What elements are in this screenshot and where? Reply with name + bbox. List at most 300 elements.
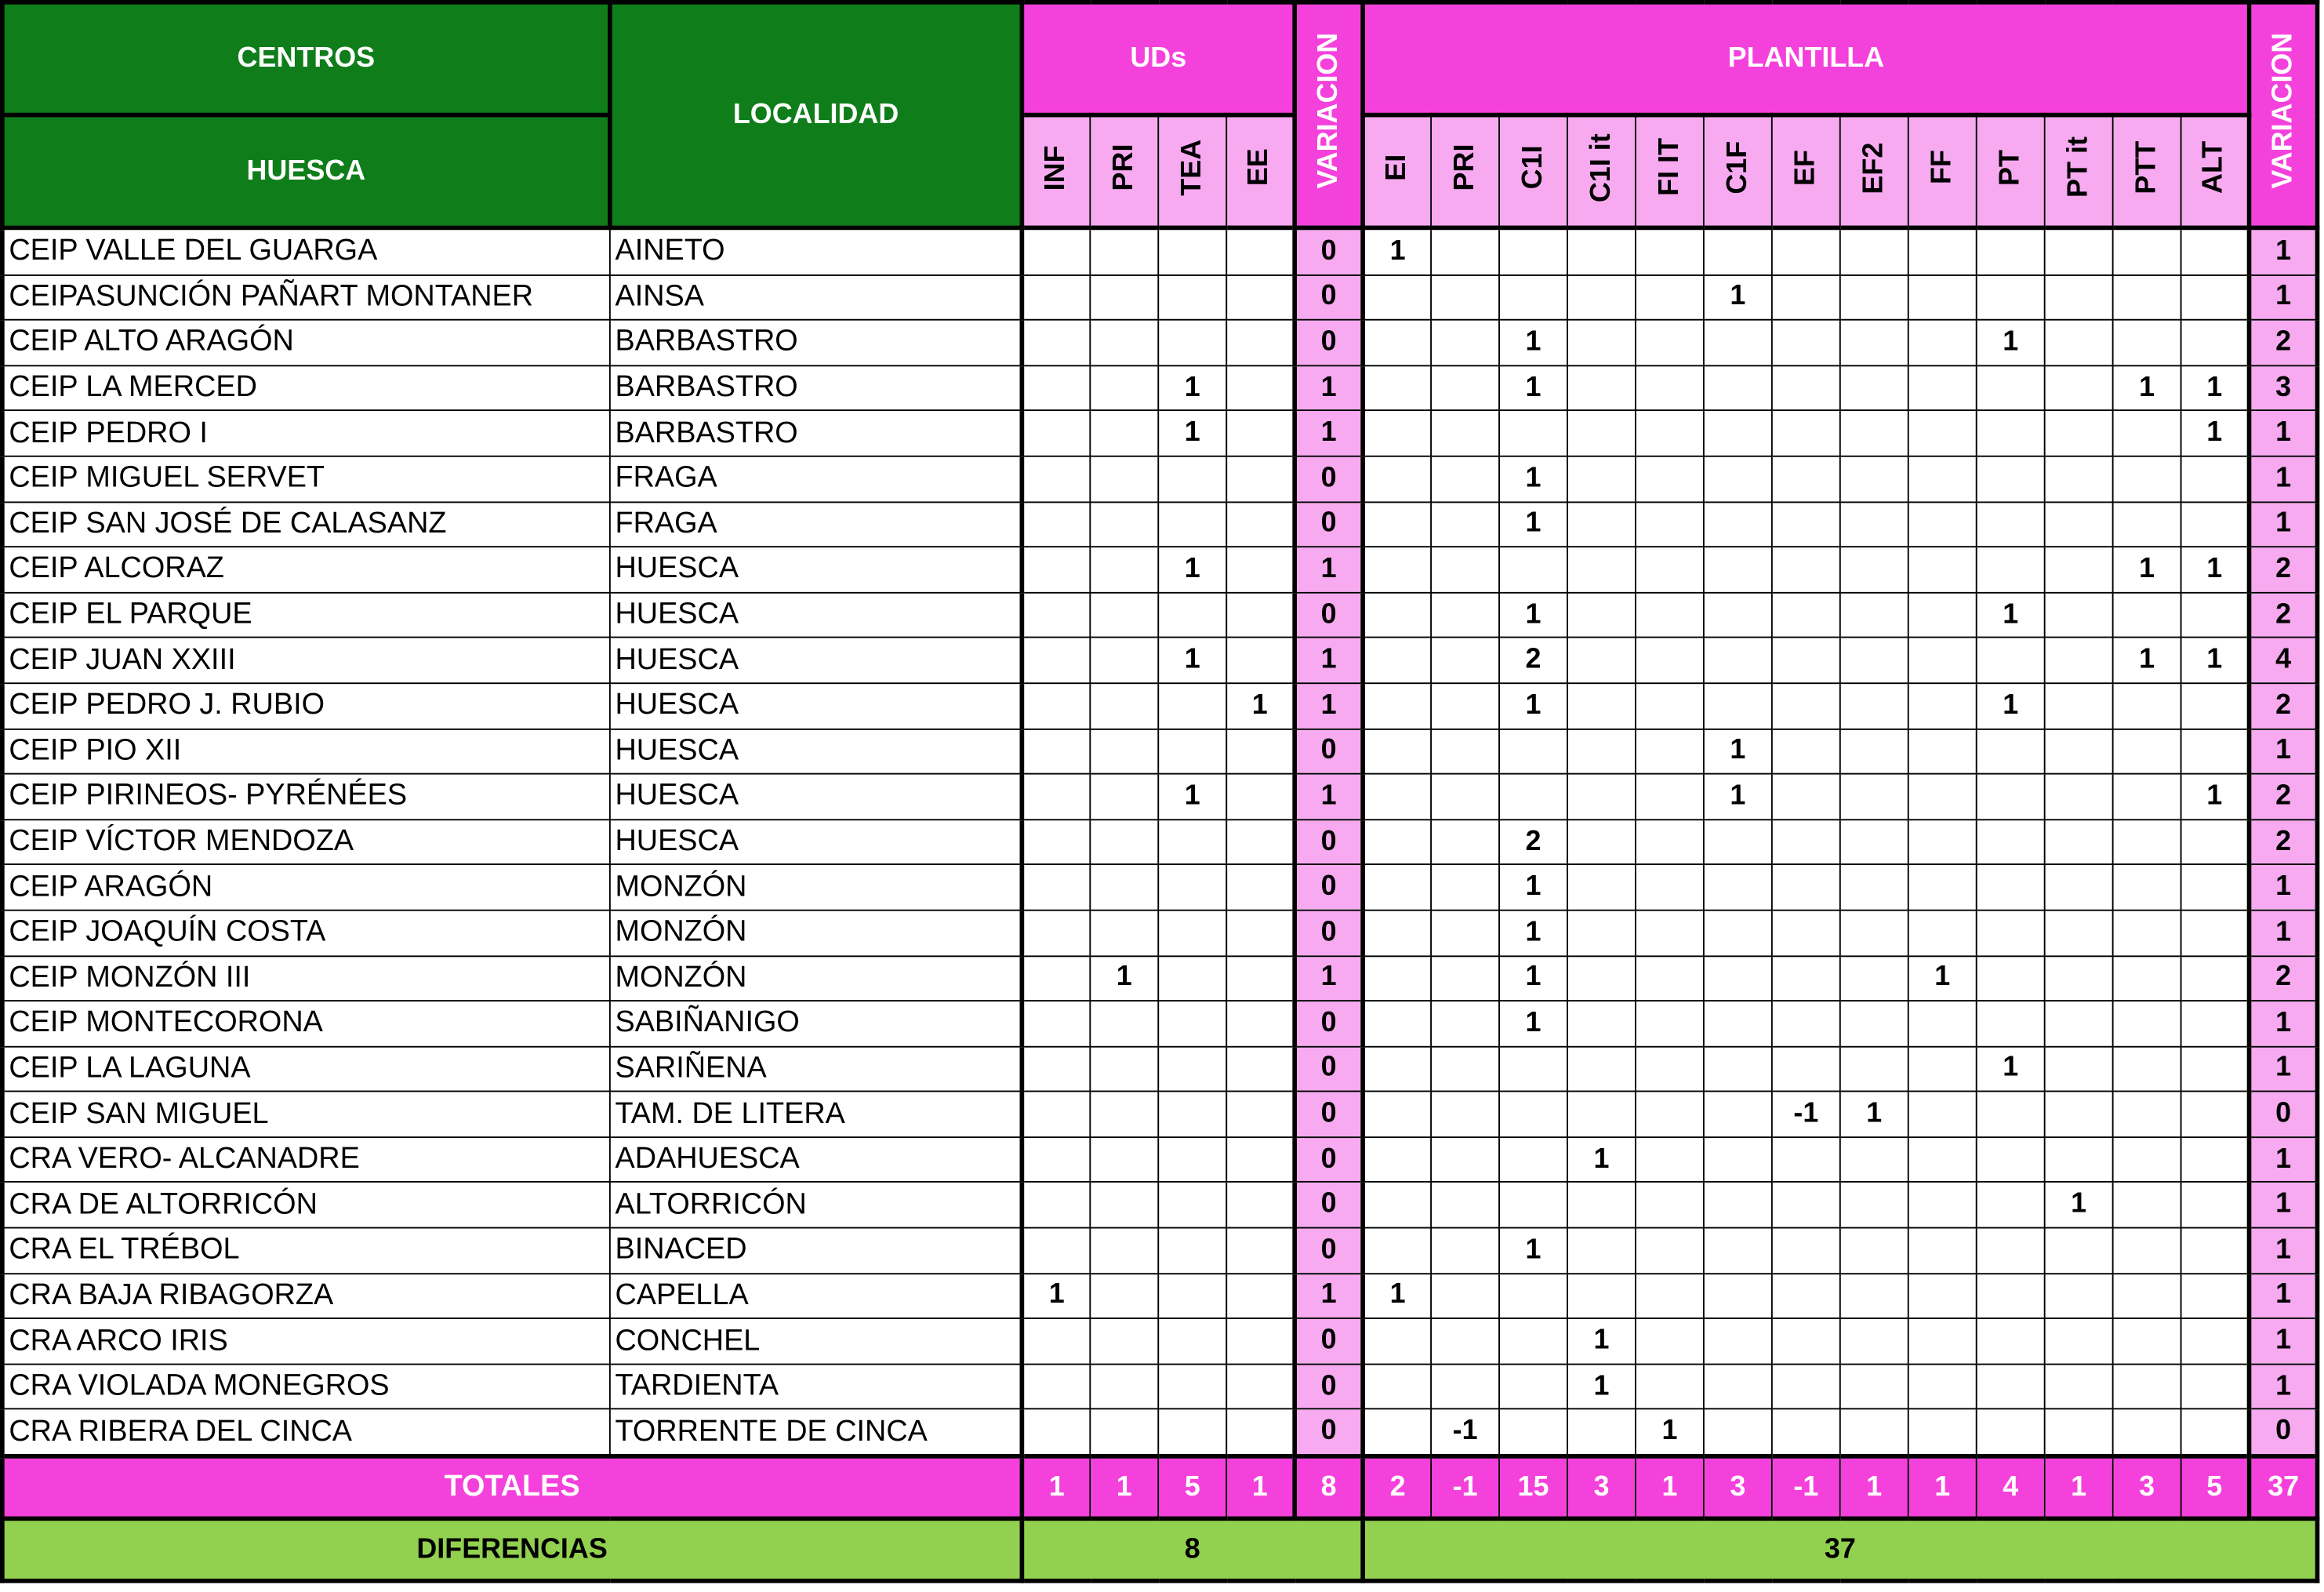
plantilla-cell [1908,683,1977,729]
plantilla-cell [1977,1228,2045,1274]
plantilla-cell [1499,411,1567,456]
plantilla-cell [1772,1183,1840,1228]
plantilla-cell [2181,1318,2250,1364]
table-row [2,320,2318,365]
uds-col-header-label: TEA [1175,139,1207,196]
totales-plantilla-cell: 4 [1977,1456,2045,1518]
plantilla-cell [1431,592,1499,638]
table-row [2,1001,2318,1046]
plantilla-cell: 1 [1499,910,1567,956]
uds-cell [1090,411,1158,456]
plantilla-cell [1908,365,1977,411]
plantilla-cell [1977,1409,2045,1456]
plantilla-cell: 1 [1704,729,1772,774]
plantilla-cell [1567,729,1636,774]
plantilla-cell [1431,910,1499,956]
uds-cell [1022,411,1090,456]
plantilla-cell [1908,547,1977,592]
plantilla-cell [1772,456,1840,502]
uds-cell [1090,1318,1158,1364]
plantilla-cell [1840,910,1908,956]
plantilla-cell [1704,955,1772,1001]
uds-cell [1022,1092,1090,1137]
plantilla-cell [1772,1274,1840,1319]
plantilla-cell [1840,456,1908,502]
uds-cell [1158,502,1226,547]
plantilla-cell [1840,365,1908,411]
localidad-cell: HUESCA [610,820,1022,865]
plantilla-cell [1567,274,1636,320]
plantilla-cell [1499,274,1567,320]
plantilla-cell [1704,1228,1772,1274]
plantilla-cell [1636,1137,1704,1183]
uds-cell [1090,502,1158,547]
plantilla-cell [1431,1228,1499,1274]
plantilla-cell: 1 [2181,365,2250,411]
uds-cell [1090,774,1158,820]
plantilla-cell [1840,1046,1908,1092]
localidad-cell: FRAGA [610,502,1022,547]
plantilla-cell [1567,227,1636,274]
plantilla-cell [1636,820,1704,865]
plantilla-cell: 1 [1499,865,1567,910]
header-centros: CENTROS [2,2,610,115]
plantilla-cell [1772,411,1840,456]
uds-cell [1158,1318,1226,1364]
plantilla-cell: 1 [1908,955,1977,1001]
plantilla-cell: 1 [1567,1318,1636,1364]
uds-cell [1090,547,1158,592]
header-huesca: HUESCA [2,115,610,228]
plantilla-cell [1363,1092,1431,1137]
plantilla-cell [1977,1137,2045,1183]
uds-cell [1226,1001,1295,1046]
totales-uds-cell: 5 [1158,1456,1226,1518]
table-row [2,910,2318,956]
plantilla-cell [1772,1409,1840,1456]
plantilla-cell [2045,320,2113,365]
plantilla-cell [1704,1092,1772,1137]
totales-uds-cell: 1 [1022,1456,1090,1518]
variacion-uds-cell: 1 [1295,683,1363,729]
plantilla-cell [1772,274,1840,320]
localidad-cell: BARBASTRO [610,365,1022,411]
plantilla-cell [1567,547,1636,592]
variacion-uds-cell: 1 [1295,638,1363,683]
plantilla-col-header [1567,115,1636,228]
localidad-cell: MONZÓN [610,955,1022,1001]
plantilla-cell [1431,1001,1499,1046]
plantilla-cell [1772,683,1840,729]
plantilla-cell: 1 [1636,1409,1704,1456]
uds-cell [1158,274,1226,320]
localidad-cell: MONZÓN [610,865,1022,910]
plantilla-cell [1977,547,2045,592]
variacion-plantilla-cell: 0 [2250,1409,2318,1456]
plantilla-cell [1977,910,2045,956]
variacion-plantilla-cell: 1 [2250,274,2318,320]
variacion-uds-cell: 0 [1295,592,1363,638]
variacion-plantilla-cell: 1 [2250,865,2318,910]
plantilla-col-header [1431,115,1499,228]
plantilla-cell [1636,683,1704,729]
uds-cell [1158,1092,1226,1137]
plantilla-cell [1636,227,1704,274]
variacion-uds-cell: 1 [1295,774,1363,820]
uds-cell [1022,502,1090,547]
variacion-uds-cell: 0 [1295,1183,1363,1228]
plantilla-cell [1908,1001,1977,1046]
plantilla-cell [1704,1318,1772,1364]
plantilla-cell [1908,274,1977,320]
plantilla-cell [2045,1364,2113,1409]
plantilla-cell [1431,1318,1499,1364]
totales-variacion-uds: 8 [1295,1456,1363,1518]
uds-cell [1158,820,1226,865]
localidad-cell: TORRENTE DE CINCA [610,1409,1022,1456]
plantilla-cell [1363,774,1431,820]
plantilla-cell [1908,592,1977,638]
centro-cell: CEIP PEDRO I [2,411,610,456]
plantilla-col-header [1977,115,2045,228]
centro-cell: CEIP SAN JOSÉ DE CALASANZ [2,502,610,547]
plantilla-cell [2045,274,2113,320]
plantilla-cell [1840,592,1908,638]
uds-cell [1226,1364,1295,1409]
plantilla-cell: 1 [1363,1274,1431,1319]
uds-col-header-label: INF [1040,144,1072,191]
plantilla-cell [1772,955,1840,1001]
plantilla-cell [1908,1137,1977,1183]
plantilla-col-header-label: C1F [1721,140,1753,194]
uds-cell [1022,683,1090,729]
uds-cell [1022,638,1090,683]
uds-cell [1158,683,1226,729]
localidad-cell: FRAGA [610,456,1022,502]
uds-cell [1226,910,1295,956]
plantilla-cell [1636,1001,1704,1046]
centro-cell: CEIP LA LAGUNA [2,1046,610,1092]
plantilla-cell [1636,1228,1704,1274]
localidad-cell: MONZÓN [610,910,1022,956]
table-row [2,865,2318,910]
plantilla-cell [1431,1274,1499,1319]
plantilla-cell [1840,1409,1908,1456]
plantilla-cell [1363,320,1431,365]
uds-cell [1226,1183,1295,1228]
diferencias-label: DIFERENCIAS [2,1518,1022,1580]
uds-cell [1226,955,1295,1001]
plantilla-cell [1431,683,1499,729]
plantilla-cell [1567,320,1636,365]
uds-cell [1022,865,1090,910]
plantilla-cell [1977,729,2045,774]
variacion-plantilla-cell: 2 [2250,592,2318,638]
localidad-cell: HUESCA [610,547,1022,592]
uds-cell [1158,1274,1226,1319]
uds-cell [1090,365,1158,411]
totales-uds-cell: 1 [1226,1456,1295,1518]
plantilla-cell [1840,1183,1908,1228]
variacion-uds-cell: 1 [1295,955,1363,1001]
variacion-plantilla-cell: 1 [2250,910,2318,956]
plantilla-cell [1363,502,1431,547]
uds-cell [1226,592,1295,638]
variacion-uds-cell: 0 [1295,1364,1363,1409]
plantilla-cell [1636,729,1704,774]
plantilla-cell [1772,547,1840,592]
localidad-cell: CAPELLA [610,1274,1022,1319]
uds-cell [1022,1001,1090,1046]
plantilla-col-header [1499,115,1567,228]
plantilla-cell: 1 [1499,502,1567,547]
plantilla-cell [1704,547,1772,592]
plantilla-cell [1567,1274,1636,1319]
plantilla-cell [1908,1318,1977,1364]
plantilla-cell [1567,592,1636,638]
plantilla-cell [1363,1364,1431,1409]
variacion-uds-cell: 0 [1295,1001,1363,1046]
plantilla-cell: 1 [1499,683,1567,729]
centro-cell: CEIP MIGUEL SERVET [2,456,610,502]
table-row [2,1409,2318,1456]
plantilla-cell [1704,227,1772,274]
plantilla-cell [1704,1364,1772,1409]
centro-cell: CEIP JOAQUÍN COSTA [2,910,610,956]
uds-cell [1226,1318,1295,1364]
plantilla-cell [1977,274,2045,320]
variacion-uds-cell: 0 [1295,865,1363,910]
plantilla-cell [1977,774,2045,820]
plantilla-cell [1772,1137,1840,1183]
totales-plantilla-cell: 1 [1636,1456,1704,1518]
plantilla-cell [1567,1409,1636,1456]
uds-cell [1158,1046,1226,1092]
plantilla-cell [1636,774,1704,820]
uds-cell [1090,683,1158,729]
plantilla-cell [1908,456,1977,502]
variacion-uds-cell: 0 [1295,456,1363,502]
centro-cell: CEIP JUAN XXIII [2,638,610,683]
plantilla-cell [2045,820,2113,865]
uds-cell [1090,1274,1158,1319]
plantilla-cell [1636,865,1704,910]
plantilla-cell [1704,1274,1772,1319]
plantilla-cell [1908,502,1977,547]
uds-cell [1022,1318,1090,1364]
centro-cell: CEIP PIO XII [2,729,610,774]
plantilla-cell [1704,683,1772,729]
plantilla-col-header [2045,115,2113,228]
plantilla-cell [1840,227,1908,274]
plantilla-cell [1977,411,2045,456]
centro-cell: CEIP VÍCTOR MENDOZA [2,820,610,865]
plantilla-cell [1977,1318,2045,1364]
uds-cell [1022,456,1090,502]
centro-cell: CEIP PIRINEOS- PYRÉNÉES [2,774,610,820]
plantilla-cell [2113,320,2181,365]
plantilla-cell: 1 [1499,592,1567,638]
plantilla-cell [2181,1228,2250,1274]
plantilla-col-header-label: PTT [2130,140,2162,194]
uds-cell [1090,729,1158,774]
plantilla-cell [2181,227,2250,274]
plantilla-cell [1636,910,1704,956]
plantilla-cell [1363,638,1431,683]
uds-cell [1090,865,1158,910]
localidad-cell: AINETO [610,227,1022,274]
plantilla-cell [1977,865,2045,910]
uds-cell [1158,456,1226,502]
plantilla-cell [2045,502,2113,547]
plantilla-cell [1636,274,1704,320]
localidad-cell: HUESCA [610,774,1022,820]
centro-cell: CEIP VALLE DEL GUARGA [2,227,610,274]
plantilla-cell [2045,683,2113,729]
plantilla-cell [1363,1318,1431,1364]
plantilla-cell [1567,955,1636,1001]
plantilla-cell [2181,729,2250,774]
uds-cell [1226,1137,1295,1183]
variacion-uds-cell: 0 [1295,227,1363,274]
plantilla-cell [1772,1364,1840,1409]
plantilla-col-header-label: FI IT [1653,138,1685,197]
uds-cell [1090,592,1158,638]
plantilla-cell [1704,411,1772,456]
plantilla-cell: 1 [1499,365,1567,411]
plantilla-cell [2181,1046,2250,1092]
table-row [2,1364,2318,1409]
plantilla-cell [2181,1274,2250,1319]
uds-col-header [1158,115,1226,228]
plantilla-cell [1499,1092,1567,1137]
localidad-cell: TAM. DE LITERA [610,1092,1022,1137]
plantilla-cell [1840,774,1908,820]
plantilla-cell: -1 [1772,1092,1840,1137]
variacion-uds-cell: 0 [1295,320,1363,365]
plantilla-cell [1636,1364,1704,1409]
plantilla-cell [1977,1183,2045,1228]
variacion-plantilla-cell: 1 [2250,502,2318,547]
plantilla-cell [1431,820,1499,865]
uds-cell [1226,456,1295,502]
table-row [2,1183,2318,1228]
uds-cell [1090,1183,1158,1228]
variacion-uds-cell: 0 [1295,1137,1363,1183]
plantilla-cell [2113,411,2181,456]
plantilla-col-header [1908,115,1977,228]
plantilla-cell [2181,955,2250,1001]
plantilla-cell [2045,774,2113,820]
plantilla-cell [1704,1183,1772,1228]
plantilla-cell [1772,865,1840,910]
localidad-cell: AINSA [610,274,1022,320]
plantilla-cell [2113,1092,2181,1137]
plantilla-cell [1704,1046,1772,1092]
variacion-uds-cell: 0 [1295,1046,1363,1092]
uds-cell [1090,638,1158,683]
plantilla-cell [1772,820,1840,865]
plantilla-cell [1840,638,1908,683]
plantilla-col-header [1636,115,1704,228]
plantilla-cell [1908,1409,1977,1456]
plantilla-cell [1363,547,1431,592]
plantilla-cell: 1 [1499,1228,1567,1274]
plantilla-cell [1363,955,1431,1001]
plantilla-cell [1908,1046,1977,1092]
table-row [2,955,2318,1001]
totales-uds-cell: 1 [1090,1456,1158,1518]
uds-cell [1090,1001,1158,1046]
plantilla-cell [1772,320,1840,365]
totales-plantilla-cell: 5 [2181,1456,2250,1518]
variacion-plantilla-cell: 1 [2250,729,2318,774]
variacion-uds-cell: 0 [1295,729,1363,774]
table-row [2,820,2318,865]
table-row [2,638,2318,683]
plantilla-cell [1567,910,1636,956]
plantilla-cell [2181,1183,2250,1228]
plantilla-cell: 1 [1840,1092,1908,1137]
uds-cell [1090,1092,1158,1137]
variacion-plantilla-cell: 1 [2250,1137,2318,1183]
plantilla-cell: 1 [1499,456,1567,502]
plantilla-cell [2113,729,2181,774]
variacion-plantilla-cell: 1 [2250,227,2318,274]
plantilla-cell [1840,683,1908,729]
plantilla-cell [1840,1001,1908,1046]
plantilla-cell [1840,1318,1908,1364]
uds-cell [1226,227,1295,274]
totales-plantilla-cell: 3 [2113,1456,2181,1518]
plantilla-cell [1772,1046,1840,1092]
plantilla-col-header [1363,115,1431,228]
plantilla-col-header-label: C1I [1516,145,1549,190]
plantilla-cell [1567,1001,1636,1046]
uds-cell: 1 [1158,365,1226,411]
uds-cell [1022,910,1090,956]
plantilla-cell [2113,274,2181,320]
plantilla-cell [1431,274,1499,320]
uds-col-header [1226,115,1295,228]
plantilla-cell [1636,456,1704,502]
uds-cell [1022,1364,1090,1409]
plantilla-cell [1499,774,1567,820]
plantilla-col-header-label: PT [1994,149,2026,186]
table-row [2,592,2318,638]
localidad-cell: SABIÑANIGO [610,1001,1022,1046]
header-variacion-uds: VARIACION [1295,2,1363,228]
plantilla-cell [1567,683,1636,729]
plantilla-cell [2113,1364,2181,1409]
totales-plantilla-cell: 2 [1363,1456,1431,1518]
plantilla-cell [2181,910,2250,956]
plantilla-cell [1363,411,1431,456]
uds-cell [1022,274,1090,320]
plantilla-cell [2045,955,2113,1001]
plantilla-cell [1431,1183,1499,1228]
plantilla-cell: 1 [1363,227,1431,274]
uds-cell [1158,1137,1226,1183]
plantilla-cell [1499,547,1567,592]
plantilla-cell [1363,683,1431,729]
plantilla-cell [1704,638,1772,683]
variacion-plantilla-cell: 2 [2250,320,2318,365]
uds-cell [1226,411,1295,456]
plantilla-cell [2113,865,2181,910]
plantilla-cell [1772,1228,1840,1274]
plantilla-cell [2045,547,2113,592]
